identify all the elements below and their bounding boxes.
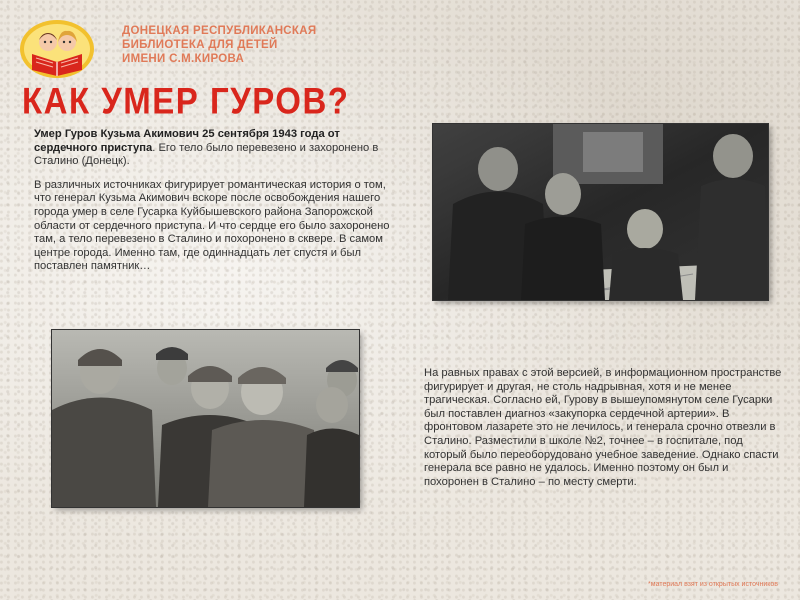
library-name-line-2: БИБЛИОТЕКА ДЛЯ ДЕТЕЙ [122, 39, 278, 51]
alternative-version-text [424, 367, 784, 499]
intro-text [34, 128, 399, 284]
page-title: КАК УМЕР ГУРОВ? [22, 80, 350, 122]
source-footnote: *материал взят из открытых источников [648, 581, 778, 588]
library-name-line-3: ИМЕНИ С.М.КИРОВА [122, 53, 245, 65]
library-logo [18, 18, 96, 80]
alternative-version-paragraph: На равных правах с этой версией, в информационном пространстве фигурирует и другая, не столь надрывная, хотя и не менее трагическая. Согласно ей, Гурову в вышеупомянутом селе Гусарки был поставлен диагноз «закупорка сердечной артерии». В фронтовом лазарете это не лечилось, и генерала срочно отвезли в Сталино. Разместили в школе №2, точнее – в госпитале, под который было переоборудовано учебное заведение. Однако спасти генерала все равно не удалось. Именно поэтому он был и похоронен в Сталино – по месту смерти. [424, 367, 782, 488]
library-name-line-1: ДОНЕЦКАЯ РЕСПУБЛИКАНСКАЯ [122, 25, 317, 37]
library-name [122, 24, 316, 66]
intro-paragraph-2: В различных источниках фигурирует романтическая история о том, что генерал Кузьма Акимович вскоре после освобождения нашего города умер в селе Гусарка Куйбышевского района Запорожской области от сердечного приступа. И что сердце его было захоронено там, а тело перевезено в Сталино и похоронено в сквере. В самом центре города. Именно там, где одиннадцать лет спустя и был поставлен памятник… [34, 178, 390, 273]
intro-bold-lead: Умер Гуров Кузьма Акимович 25 сентября 1943 года от сердечного приступа [34, 128, 340, 154]
photo-officers-in-winter [52, 330, 359, 507]
intro-paragraph-1 [34, 128, 399, 169]
photo-officers-at-map [433, 124, 768, 300]
intro-lead-rest: . Его тело было перевезено и захоронено в Сталино (Донецк). [34, 141, 379, 168]
